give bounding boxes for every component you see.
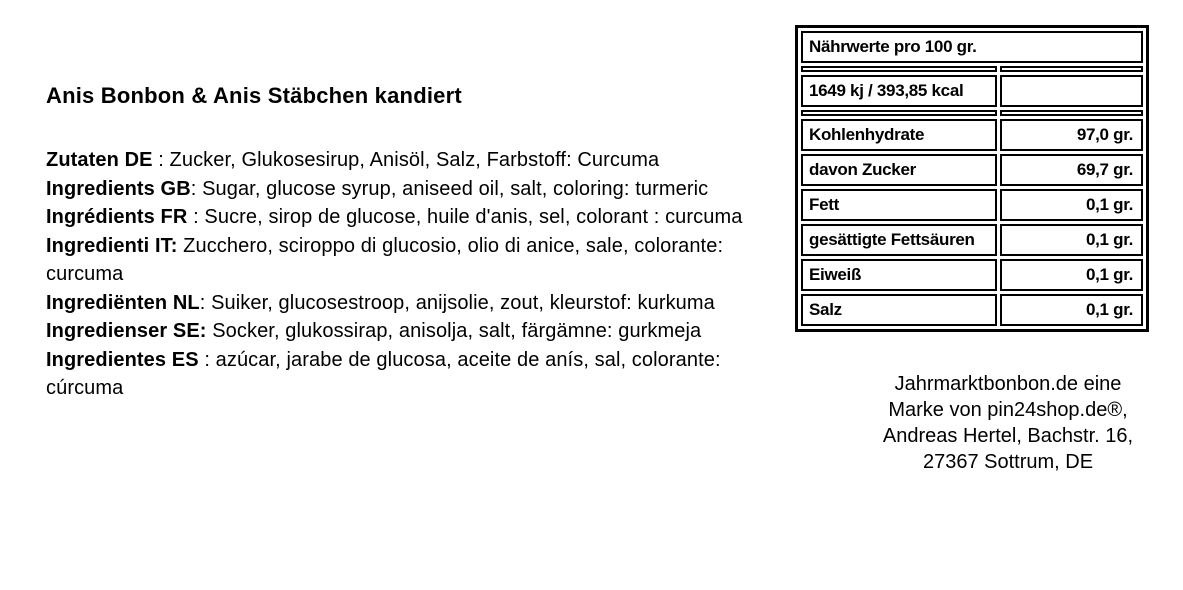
ingredient-entry-gb: Ingredients GB: Sugar, glucose syrup, aniseed oil, salt, coloring: turmeric xyxy=(46,177,709,200)
ingredient-text-fr: Sucre, sirop de glucose, huile d'anis, sel, colorant : curcuma xyxy=(204,206,743,228)
ingredient-text-de: Zucker, Glukosesirup, Anisöl, Salz, Farbstoff: Curcuma xyxy=(169,149,660,171)
ingredient-entry-de: Zutaten DE : Zucker, Glukosesirup, Anisöl, Salz, Farbstoff: Curcuma xyxy=(46,149,660,171)
manufacturer-line: Jahrmarktbonbon.de eine xyxy=(894,373,1122,395)
ingredients-list xyxy=(46,146,798,403)
ingredient-entry-es: Ingredientes ES : azúcar, jarabe de glucosa, aceite de anís, sal, colorante: cúrcuma xyxy=(46,348,721,399)
ingredient-label-es: Ingredientes ES xyxy=(46,348,199,371)
ingredient-text-gb: Sugar, glucose syrup, aniseed oil, salt, coloring: turmeric xyxy=(202,177,709,200)
manufacturer-line: Andreas Hertel, Bachstr. 16, xyxy=(882,425,1134,447)
page-title: Anis Bonbon & Anis Stäbchen kandiert xyxy=(46,83,462,108)
ingredient-entry-se xyxy=(46,317,798,346)
nutrition-row-salt xyxy=(801,294,1143,326)
nutrient-value: 0,1 gr. xyxy=(1000,189,1143,221)
ingredient-entry-fr: Ingrédients FR : Sucre, sirop de glucose, huile d'anis, sel, colorant : curcuma xyxy=(46,206,743,228)
nutrient-value: 97,0 gr. xyxy=(1000,119,1143,151)
energy-row xyxy=(801,75,1143,107)
ingredient-label-gb: Ingredients GB xyxy=(46,177,191,200)
nutrition-table xyxy=(795,25,1149,332)
nutrition-header-row xyxy=(801,31,1143,63)
ingredient-label-it: Ingredienti IT: xyxy=(46,234,178,257)
nutrition-row-saturated-fat xyxy=(801,224,1143,256)
ingredient-text-nl: Suiker, glucosestroop, anijsolie, zout, kleurstof: kurkuma xyxy=(211,291,715,314)
nutrient-value: 0,1 gr. xyxy=(1000,259,1143,291)
nutrition-row-carbs xyxy=(801,119,1143,151)
manufacturer-info xyxy=(838,371,1178,475)
ingredient-label-fr: Ingrédients FR xyxy=(46,206,188,228)
ingredient-text-it: Zucchero, sciroppo di glucosio, olio di anice, sale, colorante: curcuma xyxy=(46,234,724,285)
manufacturer-line: Marke von pin24shop.de®, xyxy=(888,399,1128,421)
manufacturer-line: 27367 Sottrum, DE xyxy=(922,451,1094,473)
energy-value: 1649 kj / 393,85 kcal xyxy=(801,75,997,107)
nutrient-label: gesättigte Fettsäuren xyxy=(801,224,997,256)
ingredient-label-nl: Ingrediënten NL xyxy=(46,291,200,314)
nutrition-row-fat xyxy=(801,189,1143,221)
ingredient-text-es: azúcar, jarabe de glucosa, aceite de anís, sal, colorante: cúrcuma xyxy=(46,348,721,399)
nutrition-table-title: Nährwerte pro 100 gr. xyxy=(801,31,1143,63)
ingredient-label-se: Ingredienser SE: xyxy=(46,320,207,342)
nutrition-section xyxy=(795,25,1149,332)
nutrition-row-sugar xyxy=(801,154,1143,186)
energy-value-cell-empty xyxy=(1000,75,1143,107)
spacer-row xyxy=(801,66,1143,72)
nutrient-label: Salz xyxy=(801,294,997,326)
ingredient-entry-nl: Ingrediënten NL: Suiker, glucosestroop, anijsolie, zout, kleurstof: kurkuma xyxy=(46,291,715,314)
ingredient-entry-it xyxy=(46,232,798,289)
nutrient-value: 69,7 gr. xyxy=(1000,154,1143,186)
nutrient-label: Eiweiß xyxy=(801,259,997,291)
ingredients-section xyxy=(46,84,798,403)
nutrient-label: Kohlenhydrate xyxy=(801,119,997,151)
ingredient-text-se: Socker, glukossirap, anisolja, salt, färgämne: gurkmeja xyxy=(212,320,702,342)
nutrient-value: 0,1 gr. xyxy=(1000,294,1143,326)
nutrient-label: Fett xyxy=(801,189,997,221)
nutrient-value: 0,1 gr. xyxy=(1000,224,1143,256)
ingredient-label-de: Zutaten DE xyxy=(46,149,153,171)
nutrient-label: davon Zucker xyxy=(801,154,997,186)
spacer-row xyxy=(801,110,1143,116)
nutrition-row-protein xyxy=(801,259,1143,291)
